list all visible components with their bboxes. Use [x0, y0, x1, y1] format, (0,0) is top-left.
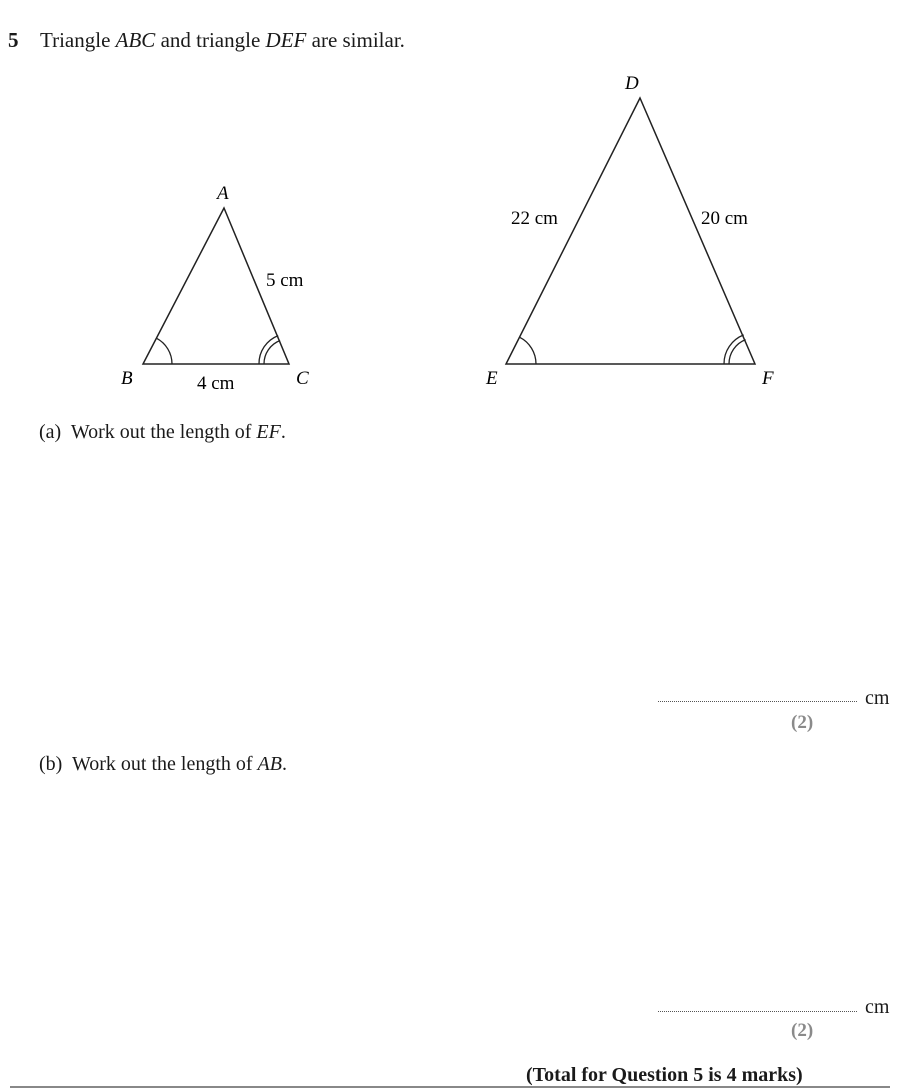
side-df-label: 20 cm [701, 208, 748, 229]
bottom-rule [10, 1086, 890, 1088]
question-total: (Total for Question 5 is 4 marks) [526, 1064, 803, 1086]
part-a-unit: cm [865, 687, 890, 709]
part-a-answer-line[interactable] [658, 701, 857, 702]
part-a-marks: (2) [791, 712, 814, 733]
vertex-a-label: A [217, 183, 229, 204]
triangle-def [506, 98, 755, 364]
part-a-text: Work out the length of [70, 421, 257, 443]
side-de-label: 22 cm [511, 208, 558, 229]
similar-triangles-diagram [0, 0, 898, 410]
stem-triangle-def: DEF [265, 28, 307, 52]
part-b-unit: cm [865, 996, 890, 1018]
part-a-end: . [280, 421, 286, 443]
part-b-marks: (2) [791, 1020, 814, 1041]
part-b-text: Work out the length of [71, 753, 258, 775]
part-a-label: (a) [39, 421, 62, 443]
question-number: 5 [8, 28, 19, 52]
vertex-c-label: C [296, 368, 309, 389]
part-b-label: (b) [39, 753, 63, 775]
angle-mark-b [156, 338, 172, 364]
stem-text-3: are similar. [306, 28, 405, 52]
side-bc-label: 4 cm [197, 373, 235, 394]
side-ac-label: 5 cm [266, 270, 304, 291]
part-a-question [39, 421, 286, 444]
part-b-question [39, 753, 287, 776]
stem-triangle-abc: ABC [115, 28, 156, 52]
part-b-target: AB [257, 753, 282, 775]
angle-mark-e [520, 337, 537, 364]
vertex-d-label: D [625, 73, 639, 94]
vertex-e-label: E [486, 368, 498, 389]
vertex-f-label: F [762, 368, 774, 389]
stem-text-2: and triangle [155, 28, 266, 52]
stem-text-1: Triangle [40, 28, 116, 52]
part-b-end: . [281, 753, 287, 775]
part-b-answer-line[interactable] [658, 1011, 857, 1012]
vertex-b-label: B [121, 368, 133, 389]
part-a-target: EF [256, 421, 281, 443]
